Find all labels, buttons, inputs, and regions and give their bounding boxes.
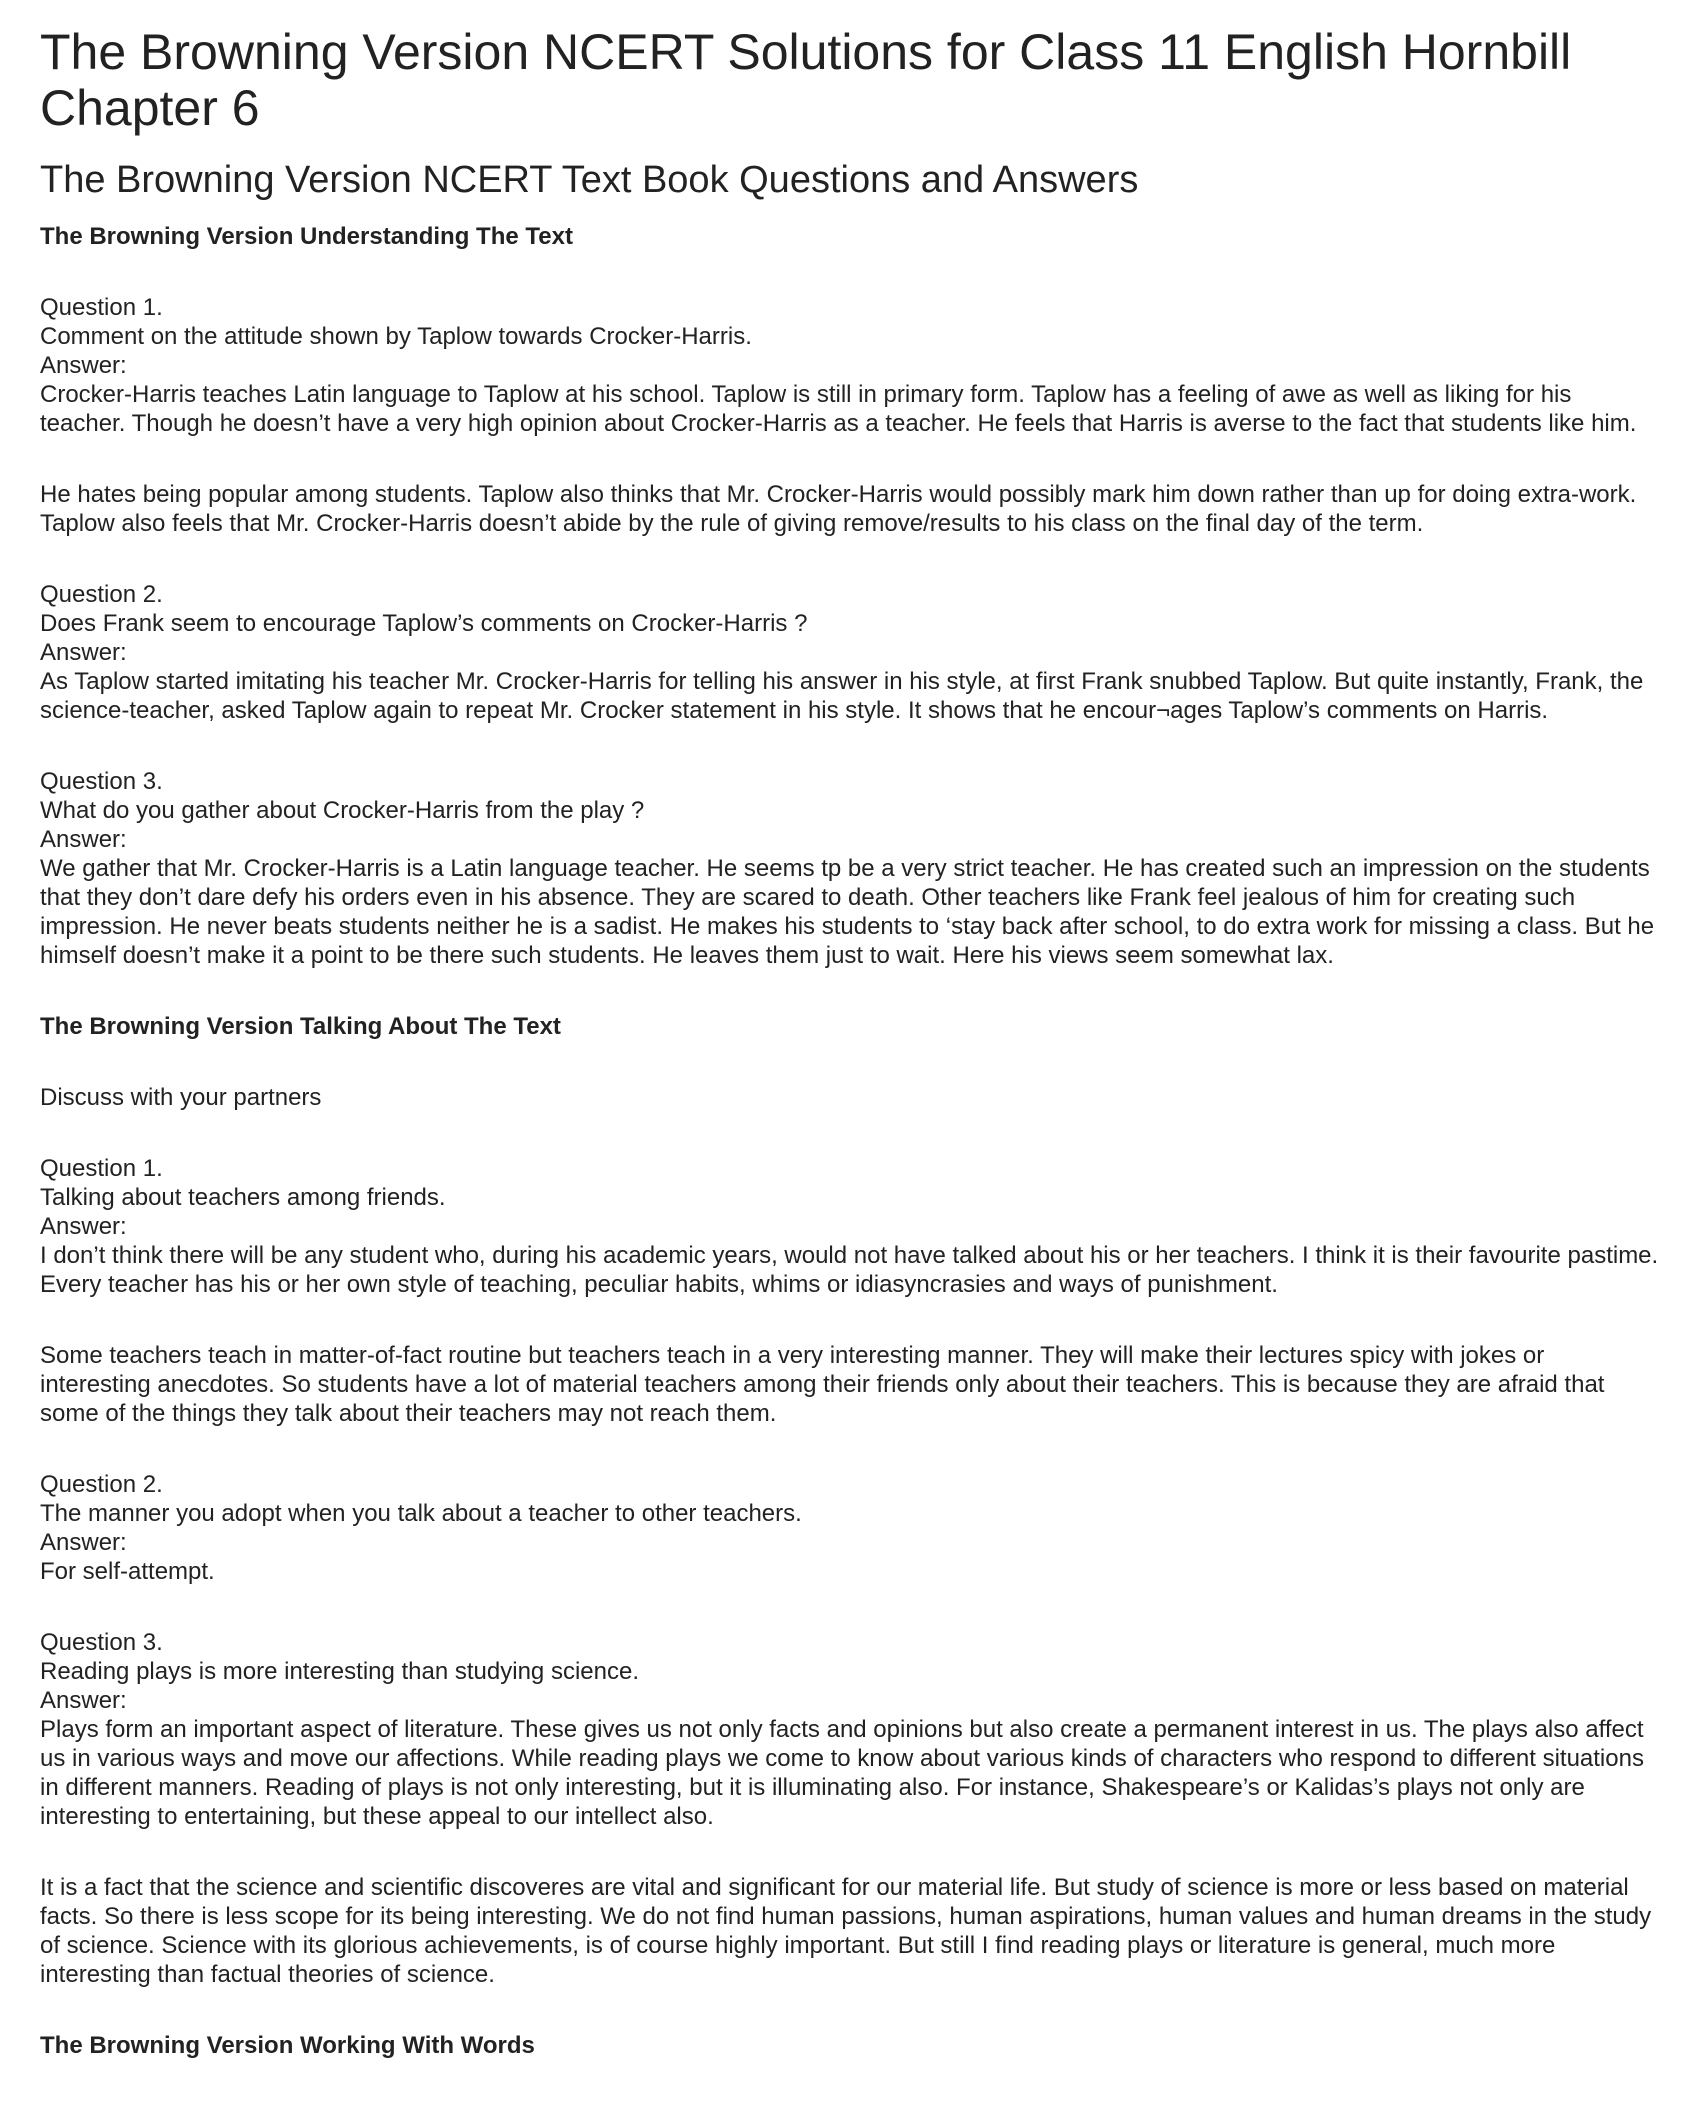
question-text: The manner you adopt when you talk about a teacher to other teachers. [40, 1500, 802, 1527]
answer-text: Crocker-Harris teaches Latin language to Taplow at his school. Taplow is still in primary form. Taplow has a feeling of awe as well as liking for his teacher. Though he doesn’t have a very high opinion about Crocker-Harris as a teacher. He feels that Harris is averse to the fact that students like him. [40, 381, 1637, 437]
question-label: Question 2. [40, 1471, 163, 1498]
answer-paragraph [40, 1341, 1660, 1428]
question-label: Question 2. [40, 581, 163, 608]
question-text: Does Frank seem to encourage Taplow’s comments on Crocker-Harris ? [40, 610, 808, 637]
answer-label: Answer: [40, 826, 127, 853]
answer-text: It is a fact that the science and scientific discoveres are vital and significant for our material life. But study of science is more or less based on material facts. So there is less scope for its being interesting. We do not find human passions, human aspirations, human values and human dreams in the study of science. Science with its glorious achievements, is of course highly important. But still I find reading plays or literature is general, much more interesting than factual theories of science. [40, 1874, 1652, 1988]
answer-label: Answer: [40, 639, 127, 666]
question-label: Question 1. [40, 1155, 163, 1182]
answer-label: Answer: [40, 1213, 127, 1240]
section-heading-working-with-words: The Browning Version Working With Words [40, 2032, 535, 2059]
question-label: Question 3. [40, 768, 163, 795]
question-text: Comment on the attitude shown by Taplow towards Crocker-Harris. [40, 323, 752, 350]
section-heading-understanding: The Browning Version Understanding The Text [40, 223, 573, 250]
answer-paragraph [40, 1873, 1660, 1989]
question-block [40, 1470, 1660, 1586]
question-text: Talking about teachers among friends. [40, 1184, 446, 1211]
question-label: Question 1. [40, 294, 163, 321]
section-heading-talking: The Browning Version Talking About The Text [40, 1013, 561, 1040]
answer-paragraph [40, 480, 1660, 538]
answer-label: Answer: [40, 1687, 127, 1714]
answer-text: For self-attempt. [40, 1558, 215, 1585]
page-subtitle: The Browning Version NCERT Text Book Questions and Answers [40, 159, 1139, 201]
answer-text: I don’t think there will be any student who, during his academic years, would not have talked about his or her teachers. I think it is their favourite pastime. Every teacher has his or her own style of teaching, peculiar habits, whims or idiasyncrasies and ways of punishment. [40, 1242, 1659, 1298]
intro-text: Discuss with your partners [40, 1084, 322, 1111]
question-block [40, 767, 1660, 970]
answer-label: Answer: [40, 1529, 127, 1556]
answer-text: As Taplow started imitating his teacher Mr. Crocker-Harris for telling his answer in his style, at first Frank snubbed Taplow. But quite instantly, Frank, the science-teacher, asked Taplow again to repeat Mr. Crocker statement in his style. It shows that he encour¬ages Taplow’s comments on Harris. [40, 668, 1644, 724]
answer-text: We gather that Mr. Crocker-Harris is a Latin language teacher. He seems tp be a very strict teacher. He has created such an impression on the students that they don’t dare defy his orders even in his absence. They are scared to death. Other teachers like Frank feel jealous of him for creating such impression. He never beats students neither he is a sadist. He makes his students to ‘stay back after school, to do extra work for missing a class. But he himself doesn’t make it a point to be there such students. He leaves them just to wait. Here his views seem somewhat lax. [40, 855, 1655, 969]
question-text: Reading plays is more interesting than studying science. [40, 1658, 639, 1685]
question-label: Question 3. [40, 1629, 163, 1656]
question-block [40, 580, 1660, 725]
page-title: The Browning Version NCERT Solutions for Class 11 English Hornbill Chapter 6 [40, 24, 1572, 136]
section-intro [40, 1083, 1660, 1112]
question-block [40, 293, 1660, 438]
answer-label: Answer: [40, 352, 127, 379]
answer-text: Some teachers teach in matter-of-fact routine but teachers teach in a very interesting manner. They will make their lectures spicy with jokes or interesting anecdotes. So students have a lot of material teachers among their friends only about their teachers. This is because they are afraid that some of the things they talk about their teachers may not reach them. [40, 1342, 1605, 1427]
answer-text: He hates being popular among students. Taplow also thinks that Mr. Crocker-Harris would possibly mark him down rather than up for doing extra-work. Taplow also feels that Mr. Crocker-Harris doesn’t abide by the rule of giving remove/results to his class on the final day of the term. [40, 481, 1637, 537]
question-text: What do you gather about Crocker-Harris from the play ? [40, 797, 645, 824]
question-block [40, 1628, 1660, 1831]
question-block [40, 1154, 1660, 1299]
answer-text: Plays form an important aspect of literature. These gives us not only facts and opinions but also create a permanent interest in us. The plays also affect us in various ways and move our affections. While reading plays we come to know about various kinds of characters who respond to different situations in different manners. Reading of plays is not only interesting, but it is illuminating also. For instance, Shakespeare’s or Kalidas’s plays not only are interesting to entertaining, but these appeal to our intellect also. [40, 1716, 1644, 1830]
